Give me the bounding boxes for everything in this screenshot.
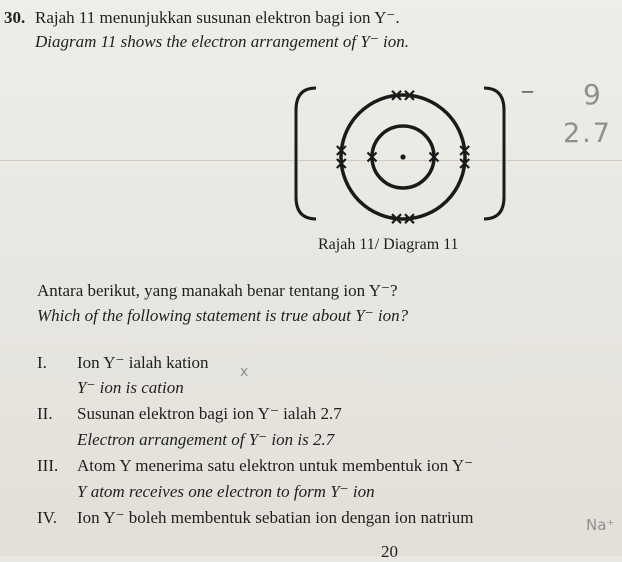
statement-1-english: Y⁻ ion is cation: [77, 378, 184, 397]
statement-2-english: Electron arrangement of Y⁻ ion is 2.7: [77, 430, 335, 449]
cross-mark: x: [240, 364, 249, 380]
question-number: 30.: [4, 8, 26, 27]
ion-charge: –: [522, 77, 533, 102]
right-bracket: [484, 88, 504, 219]
proton-number-note: 9: [583, 78, 601, 111]
statement-3-numeral: III.: [37, 456, 59, 475]
statement-1-malay: Ion Y⁻ ialah kation: [77, 353, 209, 372]
statement-1-numeral: I.: [37, 353, 47, 372]
statement-4-numeral: IV.: [37, 508, 57, 527]
arrangement-note: 2.7: [563, 118, 612, 149]
intro-malay: Rajah 11 menunjukkan susunan elektron bagi ion Y⁻.: [35, 8, 400, 27]
page-number-partial: 20: [381, 542, 398, 561]
question-malay: Antara berikut, yang manakah benar tentang ion Y⁻?: [37, 281, 398, 300]
intro-english: Diagram 11 shows the electron arrangement of Y⁻ ion.: [35, 32, 409, 51]
statement-2-numeral: II.: [37, 404, 53, 423]
statement-3-malay: Atom Y menerima satu elektron untuk membentuk ion Y⁻: [77, 456, 474, 475]
left-bracket: [296, 88, 316, 219]
statement-2-malay: Susunan elektron bagi ion Y⁻ ialah 2.7: [77, 404, 342, 423]
statement-4-malay: Ion Y⁻ boleh membentuk sebatian ion dengan ion natrium: [77, 508, 474, 527]
nucleus: [400, 154, 405, 159]
sodium-ion-note: Na⁺: [586, 516, 615, 534]
question-english: Which of the following statement is true about Y⁻ ion?: [37, 306, 409, 325]
diagram-caption: Rajah 11/ Diagram 11: [318, 236, 459, 253]
statement-3-english: Y atom receives one electron to form Y⁻ ion: [77, 482, 375, 501]
